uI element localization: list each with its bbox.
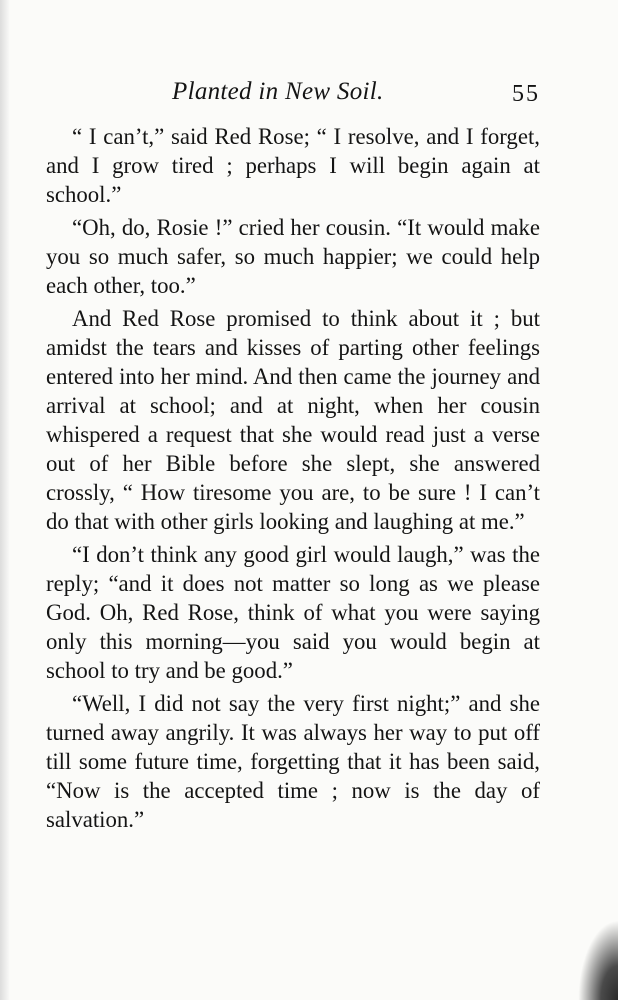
- page-gutter-shadow: [0, 0, 10, 1000]
- page-number: 55: [512, 81, 540, 107]
- paragraph: “ I can’t,” said Red Rose; “ I resolve, and I forget, and I grow tired ; perhaps I will begin again at school.”: [46, 124, 540, 207]
- page-corner-shadow: [578, 920, 618, 1000]
- paragraph: “I don’t think any good girl would laugh,” was the reply; “and it does not matter so long as we please God. Oh, Red Rose, think of what you were saying only this morning—you said you would begin at school to try and be good.”: [46, 542, 540, 683]
- paragraph: “Well, I did not say the very first night;” and she turned away angrily. It was always her way to put off till some future time, forgetting that it has been said, “Now is the accepted time ; now is the day of salvation.”: [46, 691, 540, 832]
- running-title: Planted in New Soil.: [172, 78, 384, 105]
- paragraph: And Red Rose promised to think about it ; but amidst the tears and kisses of parting other feelings entered into her mind. And then came the journey and arrival at school; and at night, when her cousin whispered a request that she would read just a verse out of her Bible before she slept, she answered crossly, “ How tiresome you are, to be sure ! I can’t do that with other girls looking and laughing at me.”: [46, 306, 540, 534]
- page-body: [46, 122, 540, 838]
- page-header: [46, 78, 540, 114]
- paragraph: “Oh, do, Rosie !” cried her cousin. “It would make you so much safer, so much happier; we could help each other, too.”: [46, 215, 540, 298]
